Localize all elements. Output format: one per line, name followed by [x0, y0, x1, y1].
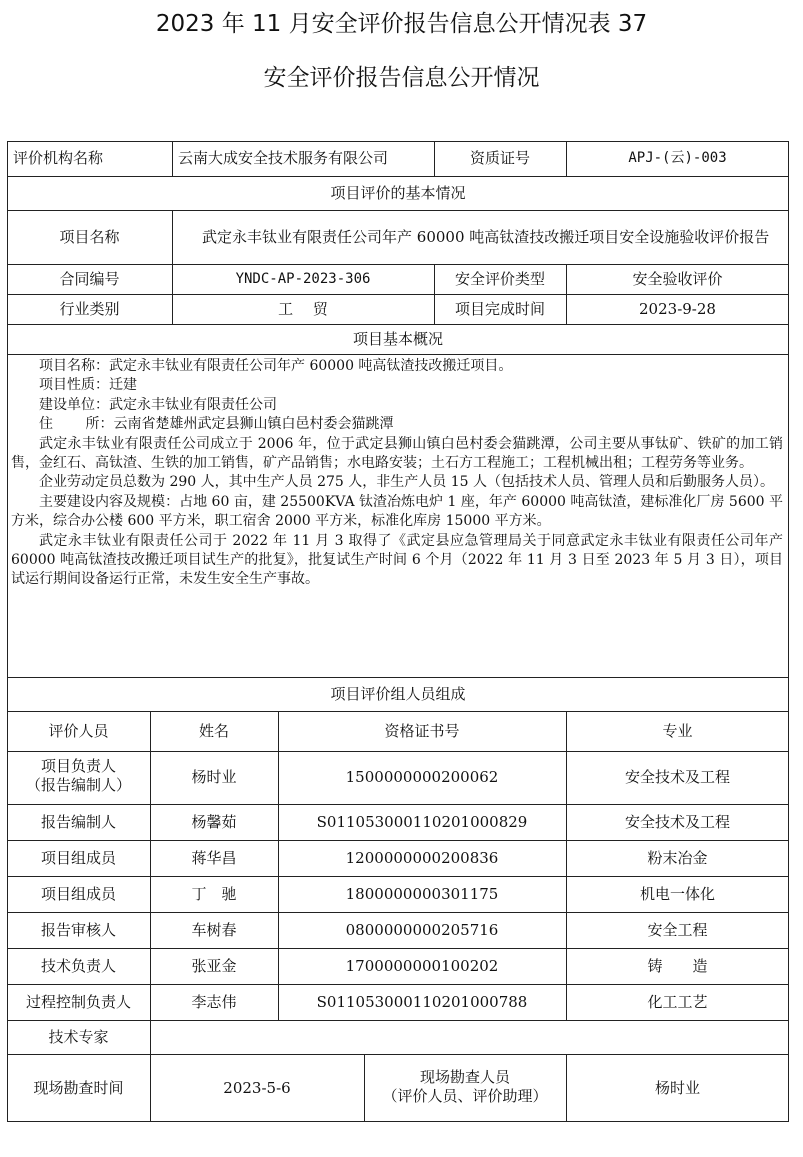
member-cert: S011053000110201000788 [316, 992, 528, 1011]
overview-paragraph: 项目名称：武定永丰钛业有限责任公司年产 60000 吨高钛渣技改搬迁项目。 [39, 358, 513, 374]
expert-value [150, 1020, 789, 1054]
project-name-value: 武定永丰钛业有限责任公司年产 60000 吨高钛渣技改搬迁项目安全设施验收评价报告 [202, 227, 770, 246]
overview-paragraph: 武定永丰钛业有限责任公司于 2022 年 11 月 3 取得了《武定县应急管理局关于同意武定永丰钛业有限责任公司年产 60000 吨高钛渣技改搬迁项目试生产的批复》，批复试生产时间 6 个月（2022 年 11 月 3 日至 2023 年 5 月 3 日），项目试运行期间设备运行正常，未发生安全生产事故。 [11, 532, 783, 588]
overview-text [11, 357, 783, 590]
industry-label: 行业类别 [59, 299, 120, 318]
survey-time-value: 2023-5-6 [223, 1078, 291, 1097]
col-header-cert: 资格证书号 [384, 721, 460, 740]
col-header-major: 专业 [662, 721, 693, 740]
overview-paragraph: 主要建设内容及规模：占地 60 亩，建 25500KVA 钛渣冶炼电炉 1 座，年产 60000 吨高钛渣，建标准化厂房 5600 平方米，综合办公楼 600 平方米，职工宿舍 2000 平方米，标准化库房 15000 平方米。 [11, 493, 783, 530]
team-header-row [7, 711, 789, 751]
survey-staff-label [364, 1054, 566, 1122]
overview-paragraph: 项目性质：迁建 [39, 377, 137, 394]
member-role: 过程控制负责人 [25, 992, 131, 1011]
overview-paragraph: 武定永丰钛业有限责任公司成立于 2006 年，位于武定县狮山镇白邑村委会猫跳潭，公司主要从事钛矿、铁矿的加工销售，金红石、高钛渣、生铁的加工销售，矿产品销售；水电路安装；土石方工程施工；工程机械出租；工程劳务等业务。 [11, 435, 783, 472]
member-name: 丁 驰 [191, 884, 237, 903]
contract-label: 合同编号 [59, 269, 120, 288]
project-name-row [7, 210, 789, 264]
basic-section-heading: 项目评价的基本情况 [330, 183, 466, 202]
table-row [7, 804, 789, 840]
page-title: 2023 年 11 月安全评价报告信息公开情况表 37 [155, 11, 648, 37]
cert-value: APJ-(云)-003 [628, 150, 727, 166]
member-major: 安全技术及工程 [624, 812, 730, 831]
member-name: 蒋华昌 [191, 848, 237, 867]
table-row [7, 948, 789, 984]
eval-type-value: 安全验收评价 [632, 269, 723, 288]
member-name: 杨馨茹 [191, 812, 237, 831]
member-cert: 1200000000200836 [345, 848, 499, 867]
team-heading: 项目评价组人员组成 [330, 684, 466, 703]
col-header-role: 评价人员 [48, 721, 109, 740]
survey-staff-value: 杨时业 [654, 1078, 700, 1097]
member-cert: 0800000000205716 [345, 920, 499, 939]
eval-type-label: 安全评价类型 [454, 269, 545, 288]
member-role-line: （报告编制人） [25, 776, 131, 794]
member-cert: 1500000000200062 [345, 768, 499, 786]
contract-row [7, 264, 789, 294]
member-role [7, 751, 150, 804]
contract-value: YNDC-AP-2023-306 [235, 270, 371, 287]
col-header-name: 姓名 [198, 721, 229, 740]
page-subtitle: 安全评价报告信息公开情况 [263, 65, 540, 91]
member-role: 项目组成员 [40, 848, 116, 867]
member-major: 铸 造 [647, 956, 708, 975]
overview-paragraph: 建设单位：武定永丰钛业有限责任公司 [39, 396, 277, 413]
overview-paragraph: 企业劳动定员总数为 290 人，其中生产人员 275 人，非生产人员 15 人（包括技术人员、管理人员和后勤服务人员）。 [39, 474, 774, 491]
member-name: 张亚金 [191, 956, 237, 975]
member-major: 化工工艺 [647, 992, 708, 1011]
member-role: 项目组成员 [40, 884, 116, 903]
member-name: 杨时业 [191, 768, 237, 786]
member-cert: 1700000000100202 [345, 956, 499, 975]
table-row [7, 912, 789, 948]
member-cert: S011053000110201000829 [316, 812, 528, 831]
expert-row [7, 1020, 789, 1054]
member-major: 安全工程 [647, 920, 708, 939]
survey-row [7, 1054, 789, 1122]
industry-value: 工 贸 [278, 299, 328, 318]
overview-heading-row [7, 324, 789, 354]
member-name: 车树春 [191, 920, 237, 939]
cert-label: 资质证号 [469, 149, 530, 167]
org-label: 评价机构名称 [13, 149, 104, 167]
expert-label: 技术专家 [48, 1027, 109, 1046]
overview-heading: 项目基本概况 [352, 329, 443, 348]
table-row [7, 984, 789, 1020]
finish-time-value: 2023-9-28 [639, 299, 716, 318]
survey-staff-label-line: 现场勘查人员 [419, 1068, 510, 1086]
member-role: 技术负责人 [40, 956, 116, 975]
member-cert: 1800000000301175 [345, 884, 499, 903]
team-heading-row [7, 677, 789, 711]
survey-staff-label-line: （评价人员、评价助理） [382, 1087, 548, 1105]
member-role-line: 项目负责人 [40, 757, 116, 775]
overview-paragraph: 住 所：云南省楚雄州武定县狮山镇白邑村委会猫跳潭 [39, 416, 394, 433]
member-role: 报告编制人 [40, 812, 116, 831]
survey-time-label: 现场勘查时间 [33, 1078, 124, 1097]
table-row [7, 840, 789, 876]
row-divider [7, 354, 789, 355]
member-major: 机电一体化 [639, 884, 715, 903]
industry-row [7, 294, 789, 324]
org-value: 云南大成安全技术服务有限公司 [178, 149, 389, 167]
basic-section-row [7, 176, 789, 210]
member-major: 粉末冶金 [647, 848, 708, 867]
org-row [7, 141, 789, 176]
finish-time-label: 项目完成时间 [454, 299, 545, 318]
member-role: 报告审核人 [40, 920, 116, 939]
project-name-label: 项目名称 [59, 227, 120, 246]
member-major: 安全技术及工程 [624, 768, 730, 786]
table-row [7, 751, 789, 804]
member-name: 李志伟 [191, 992, 237, 1011]
table-row [7, 876, 789, 912]
